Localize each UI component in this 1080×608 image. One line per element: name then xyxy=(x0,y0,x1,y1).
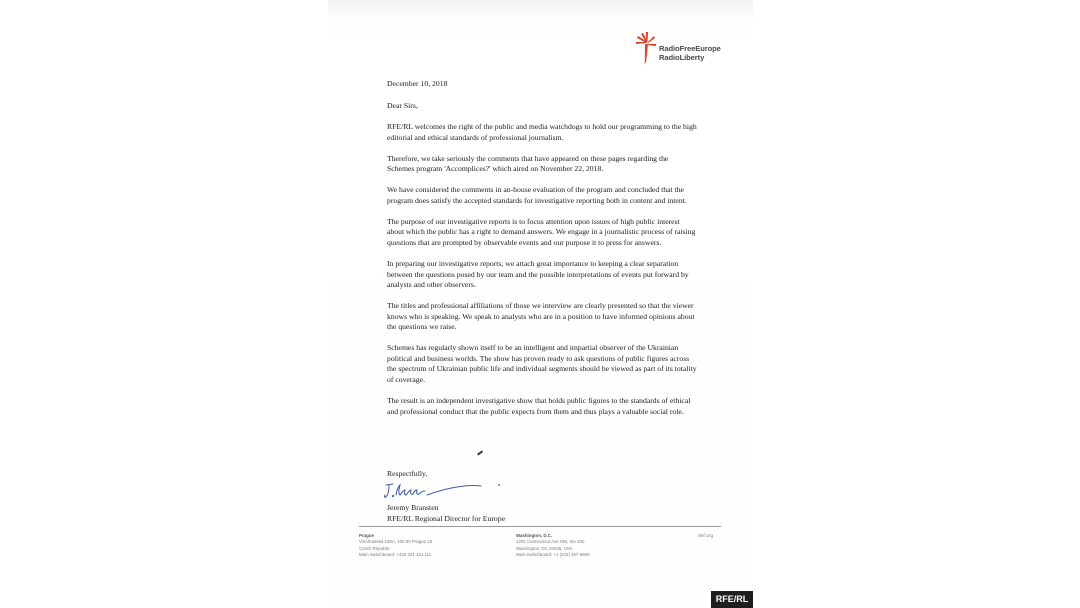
footer-prague-line: Main Switchboard: +420 221 121 111 xyxy=(359,551,432,557)
logo-wordmark xyxy=(659,44,721,63)
logo-line-2: RadioLiberty xyxy=(659,53,705,63)
footer-washington-line: Main Switchboard: +1 (202) 457-6900 xyxy=(516,551,590,557)
rferl-logo xyxy=(634,31,721,67)
paragraph-8: The result is an independent investigative show that holds public figures to the standards of ethical and professional conduct that the public expects from them and thus plays a valuable social role. xyxy=(387,395,691,416)
paragraph-5: In preparing our investigative reports, we attach great importance to keeping a clear separation between the questions posed by our team and the possible interpretations of events put forward by analysts and other observers. xyxy=(387,259,689,290)
handwritten-signature xyxy=(383,477,503,503)
letter-page xyxy=(328,0,753,608)
salutation: Dear Sirs, xyxy=(387,100,418,110)
paragraph-7: Schemes has regularly shown itself to be an intelligent and impartial observer of the Ukrainian political and business worlds. The show has proven ready to ask questions of public figures across the spectrum of Ukrainian public life and individual segments should be viewed as part of its totality of coverage. xyxy=(387,343,697,384)
signer-title: RFE/RL Regional Director for Europe xyxy=(387,514,505,523)
footer-divider xyxy=(359,526,721,527)
footer-prague-city: Prague xyxy=(359,533,374,538)
footer-washington-line: Washington, DC 20036, USA xyxy=(516,545,573,551)
paragraph-1: RFE/RL welcomes the right of the public and media watchdogs to hold our programming to the high editorial and ethical standards of professional journalism. xyxy=(387,122,697,142)
footer-washington xyxy=(516,533,590,558)
footer-prague xyxy=(359,533,432,558)
footer-prague-line: Vinohradská 159A, 100 00 Prague 10 xyxy=(359,539,433,545)
paragraph-6: The titles and professional affiliations of those we interview are clearly presented so that the viewer knows who is speaking. We speak to analysts who are in a position to have informed opinions about the questions we raise. xyxy=(387,301,695,332)
logo-line-1: RadioFreeEurope xyxy=(659,44,721,53)
letter-date: December 10, 2018 xyxy=(387,79,448,88)
footer-washington-line: 1201 Connecticut Ave NW, Ste 400 xyxy=(516,539,585,545)
paragraph-3: We have considered the comments in an-house evaluation of the program and concluded that the program does satisfy the accepted standards for investigative reporting both in content and intent. xyxy=(387,185,687,205)
signer-name: Jeremy Bransten xyxy=(387,503,439,512)
letter-body xyxy=(387,79,697,428)
paragraph-4: The purpose of our investigative reports is to focus attention upon issues of high public interest about which the public has a right to demand answers. We engage in a journalistic process of raising questions that are prompted by observable events and our purpose it to press for answers. xyxy=(387,216,696,247)
pen-mark xyxy=(477,450,483,455)
rferl-watermark-badge: RFE/RL xyxy=(711,591,753,608)
closing: Respectfully, xyxy=(387,469,428,478)
paragraph-2: Therefore, we take seriously the comments that have appeared on these pages regarding the Schemes program 'Accomplices?' which aired on November 22, 2018. xyxy=(387,153,669,174)
footer-washington-city: Washington, D.C. xyxy=(516,533,553,538)
footer-prague-line: Czech Republic xyxy=(359,545,390,551)
footer-website: rferl.org xyxy=(698,533,714,538)
ink-dot xyxy=(498,484,500,486)
torch-icon xyxy=(634,31,658,67)
